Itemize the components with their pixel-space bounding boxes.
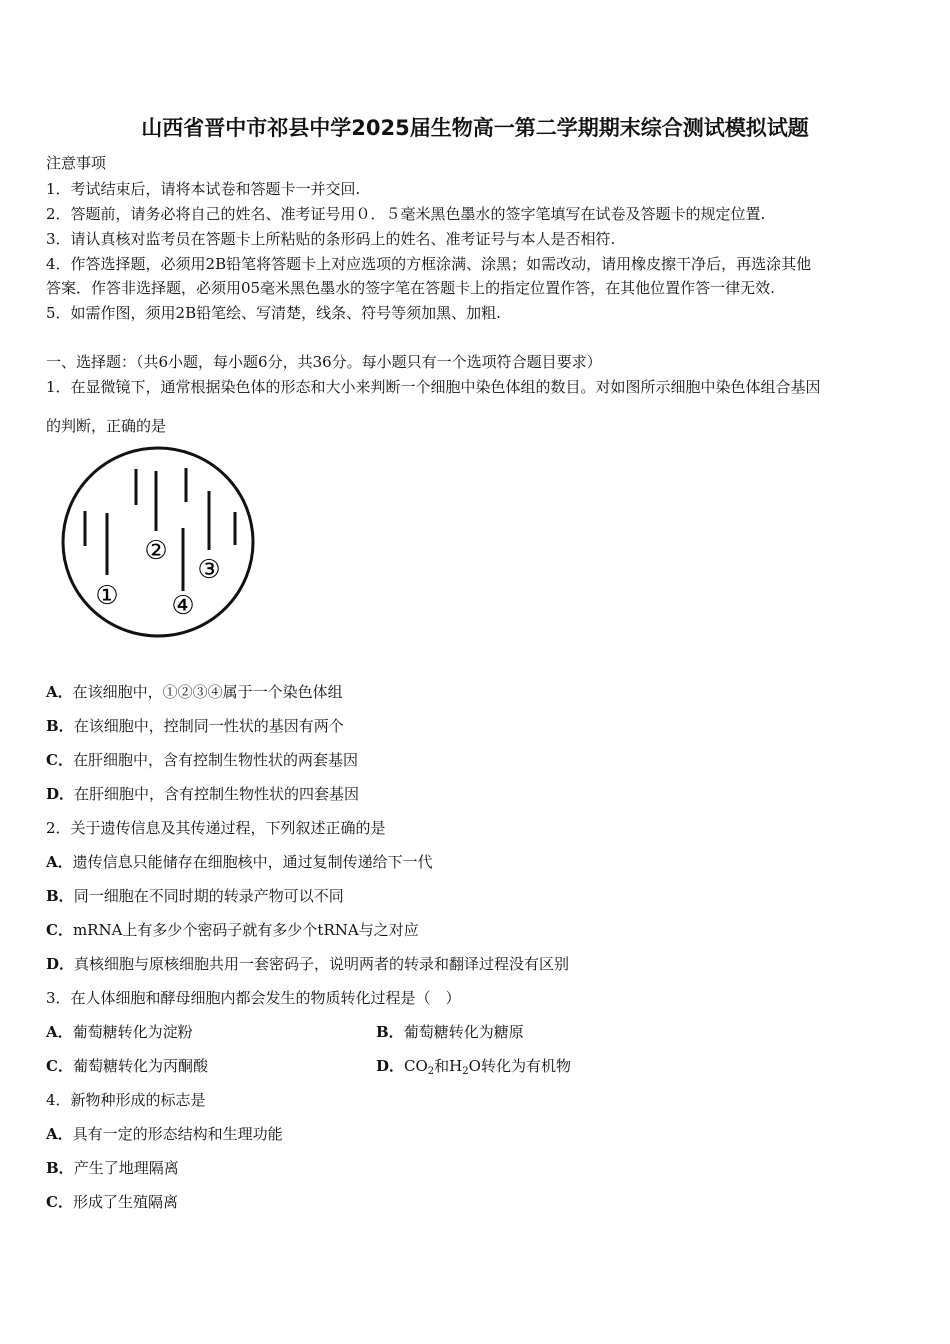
question-2-option-b[interactable] — [46, 885, 344, 906]
figure-label-4: ④ — [171, 591, 195, 621]
option-label: C． — [46, 751, 73, 769]
option-text: 葡萄糖转化为丙酮酸 — [72, 1057, 208, 1075]
option-label: D． — [46, 785, 75, 803]
option-label: C． — [46, 1057, 73, 1075]
question-1-option-a[interactable] — [46, 681, 343, 702]
cell-chromosome-figure — [58, 444, 258, 644]
notice-item: 答案．作答非选择题，必须用05毫米黑色墨水的签字笔在答题卡上的指定位置作答，在其他位置作答一律无效. — [46, 279, 775, 297]
question-3-stem: 3．在人体细胞和酵母细胞内都会发生的物质转化过程是（ ） — [46, 989, 461, 1007]
option-text: mRNA上有多少个密码子就有多少个tRNA与之对应 — [72, 921, 419, 939]
option-label: B． — [46, 1159, 74, 1177]
option-text: 在肝细胞中，含有控制生物性状的四套基因 — [74, 785, 360, 803]
option-label: C． — [46, 921, 73, 939]
question-3-option-d[interactable] — [376, 1055, 571, 1077]
notice-heading: 注意事项 — [46, 154, 107, 172]
notice-item: 2．答题前，请务必将自己的姓名、准考证号用０．５毫米黑色墨水的签字笔填写在试卷及答题卡的规定位置. — [46, 205, 766, 223]
question-4-stem: 4．新物种形成的标志是 — [46, 1091, 206, 1109]
option-label: A． — [46, 683, 73, 701]
option-label: B． — [376, 1023, 404, 1041]
question-1-option-d[interactable] — [46, 783, 359, 804]
option-text: 葡萄糖转化为糖原 — [403, 1023, 524, 1041]
question-1-option-b[interactable] — [46, 715, 344, 736]
option-text-pre: CO — [404, 1057, 428, 1075]
option-label: A． — [46, 853, 73, 871]
question-2-option-d[interactable] — [46, 953, 569, 974]
option-label: B． — [46, 887, 74, 905]
question-4-option-b[interactable] — [46, 1157, 179, 1178]
option-text: 形成了生殖隔离 — [72, 1193, 178, 1211]
figure-label-1: ① — [95, 581, 119, 611]
option-label: A． — [46, 1125, 73, 1143]
question-3-option-a[interactable] — [46, 1021, 193, 1042]
option-text: 具有一定的形态结构和生理功能 — [72, 1125, 283, 1143]
option-text: 产生了地理隔离 — [73, 1159, 179, 1177]
option-label: D． — [46, 955, 75, 973]
subscript: 2 — [462, 1066, 469, 1077]
question-1-stem: 1．在显微镜下，通常根据染色体的形态和大小来判断一个细胞中染色体组的数目。对如图所示细胞中染色体组合基因 — [46, 378, 821, 396]
option-text: 同一细胞在不同时期的转录产物可以不同 — [73, 887, 344, 905]
option-text: 在该细胞中，控制同一性状的基因有两个 — [73, 717, 344, 735]
subscript: 2 — [427, 1066, 435, 1077]
question-3-option-c[interactable] — [46, 1055, 208, 1076]
question-2-option-a[interactable] — [46, 851, 433, 872]
notice-item: 1．考试结束后，请将本试卷和答题卡一并交回. — [46, 180, 361, 198]
question-2-option-c[interactable] — [46, 919, 419, 940]
question-3-option-b[interactable] — [376, 1021, 524, 1042]
option-text: 葡萄糖转化为淀粉 — [72, 1023, 193, 1041]
option-text: 遗传信息只能储存在细胞核中，通过复制传递给下一代 — [72, 853, 433, 871]
option-label: C． — [46, 1193, 73, 1211]
section-heading: 一、选择题：（共6小题，每小题6分，共36分。每小题只有一个选项符合题目要求） — [46, 353, 602, 371]
notice-item: 4．作答选择题，必须用2B铅笔将答题卡上对应选项的方框涂满、涂黑；如需改动，请用橡皮擦干净后，再选涂其他 — [46, 255, 812, 273]
option-text-mid: 和H — [434, 1057, 463, 1075]
page-title: 山西省晋中市祁县中学2025届生物高一第二学期期末综合测试模拟试题 — [141, 116, 809, 140]
option-text: 在该细胞中，①②③④属于一个染色体组 — [72, 683, 343, 701]
option-label: A． — [46, 1023, 73, 1041]
option-text: 真核细胞与原核细胞共用一套密码子，说明两者的转录和翻译过程没有区别 — [74, 955, 570, 973]
notice-item: 3．请认真核对监考员在答题卡上所粘贴的条形码上的姓名、准考证号与本人是否相符. — [46, 230, 616, 248]
option-text: 在肝细胞中，含有控制生物性状的两套基因 — [72, 751, 358, 769]
figure-label-2: ② — [144, 536, 168, 566]
question-4-option-c[interactable] — [46, 1191, 178, 1212]
option-label: D． — [376, 1057, 405, 1075]
question-2-stem: 2．关于遗传信息及其传递过程，下列叙述正确的是 — [46, 819, 386, 837]
notice-item: 5．如需作图，须用2B铅笔绘、写清楚，线条、符号等须加黑、加粗. — [46, 304, 501, 322]
option-text-post: O转化为有机物 — [468, 1057, 571, 1075]
question-1-option-c[interactable] — [46, 749, 358, 770]
question-4-option-a[interactable] — [46, 1123, 283, 1144]
question-1-stem-cont: 的判断，正确的是 — [46, 417, 167, 435]
figure-label-3: ③ — [197, 555, 221, 585]
option-label: B． — [46, 717, 74, 735]
